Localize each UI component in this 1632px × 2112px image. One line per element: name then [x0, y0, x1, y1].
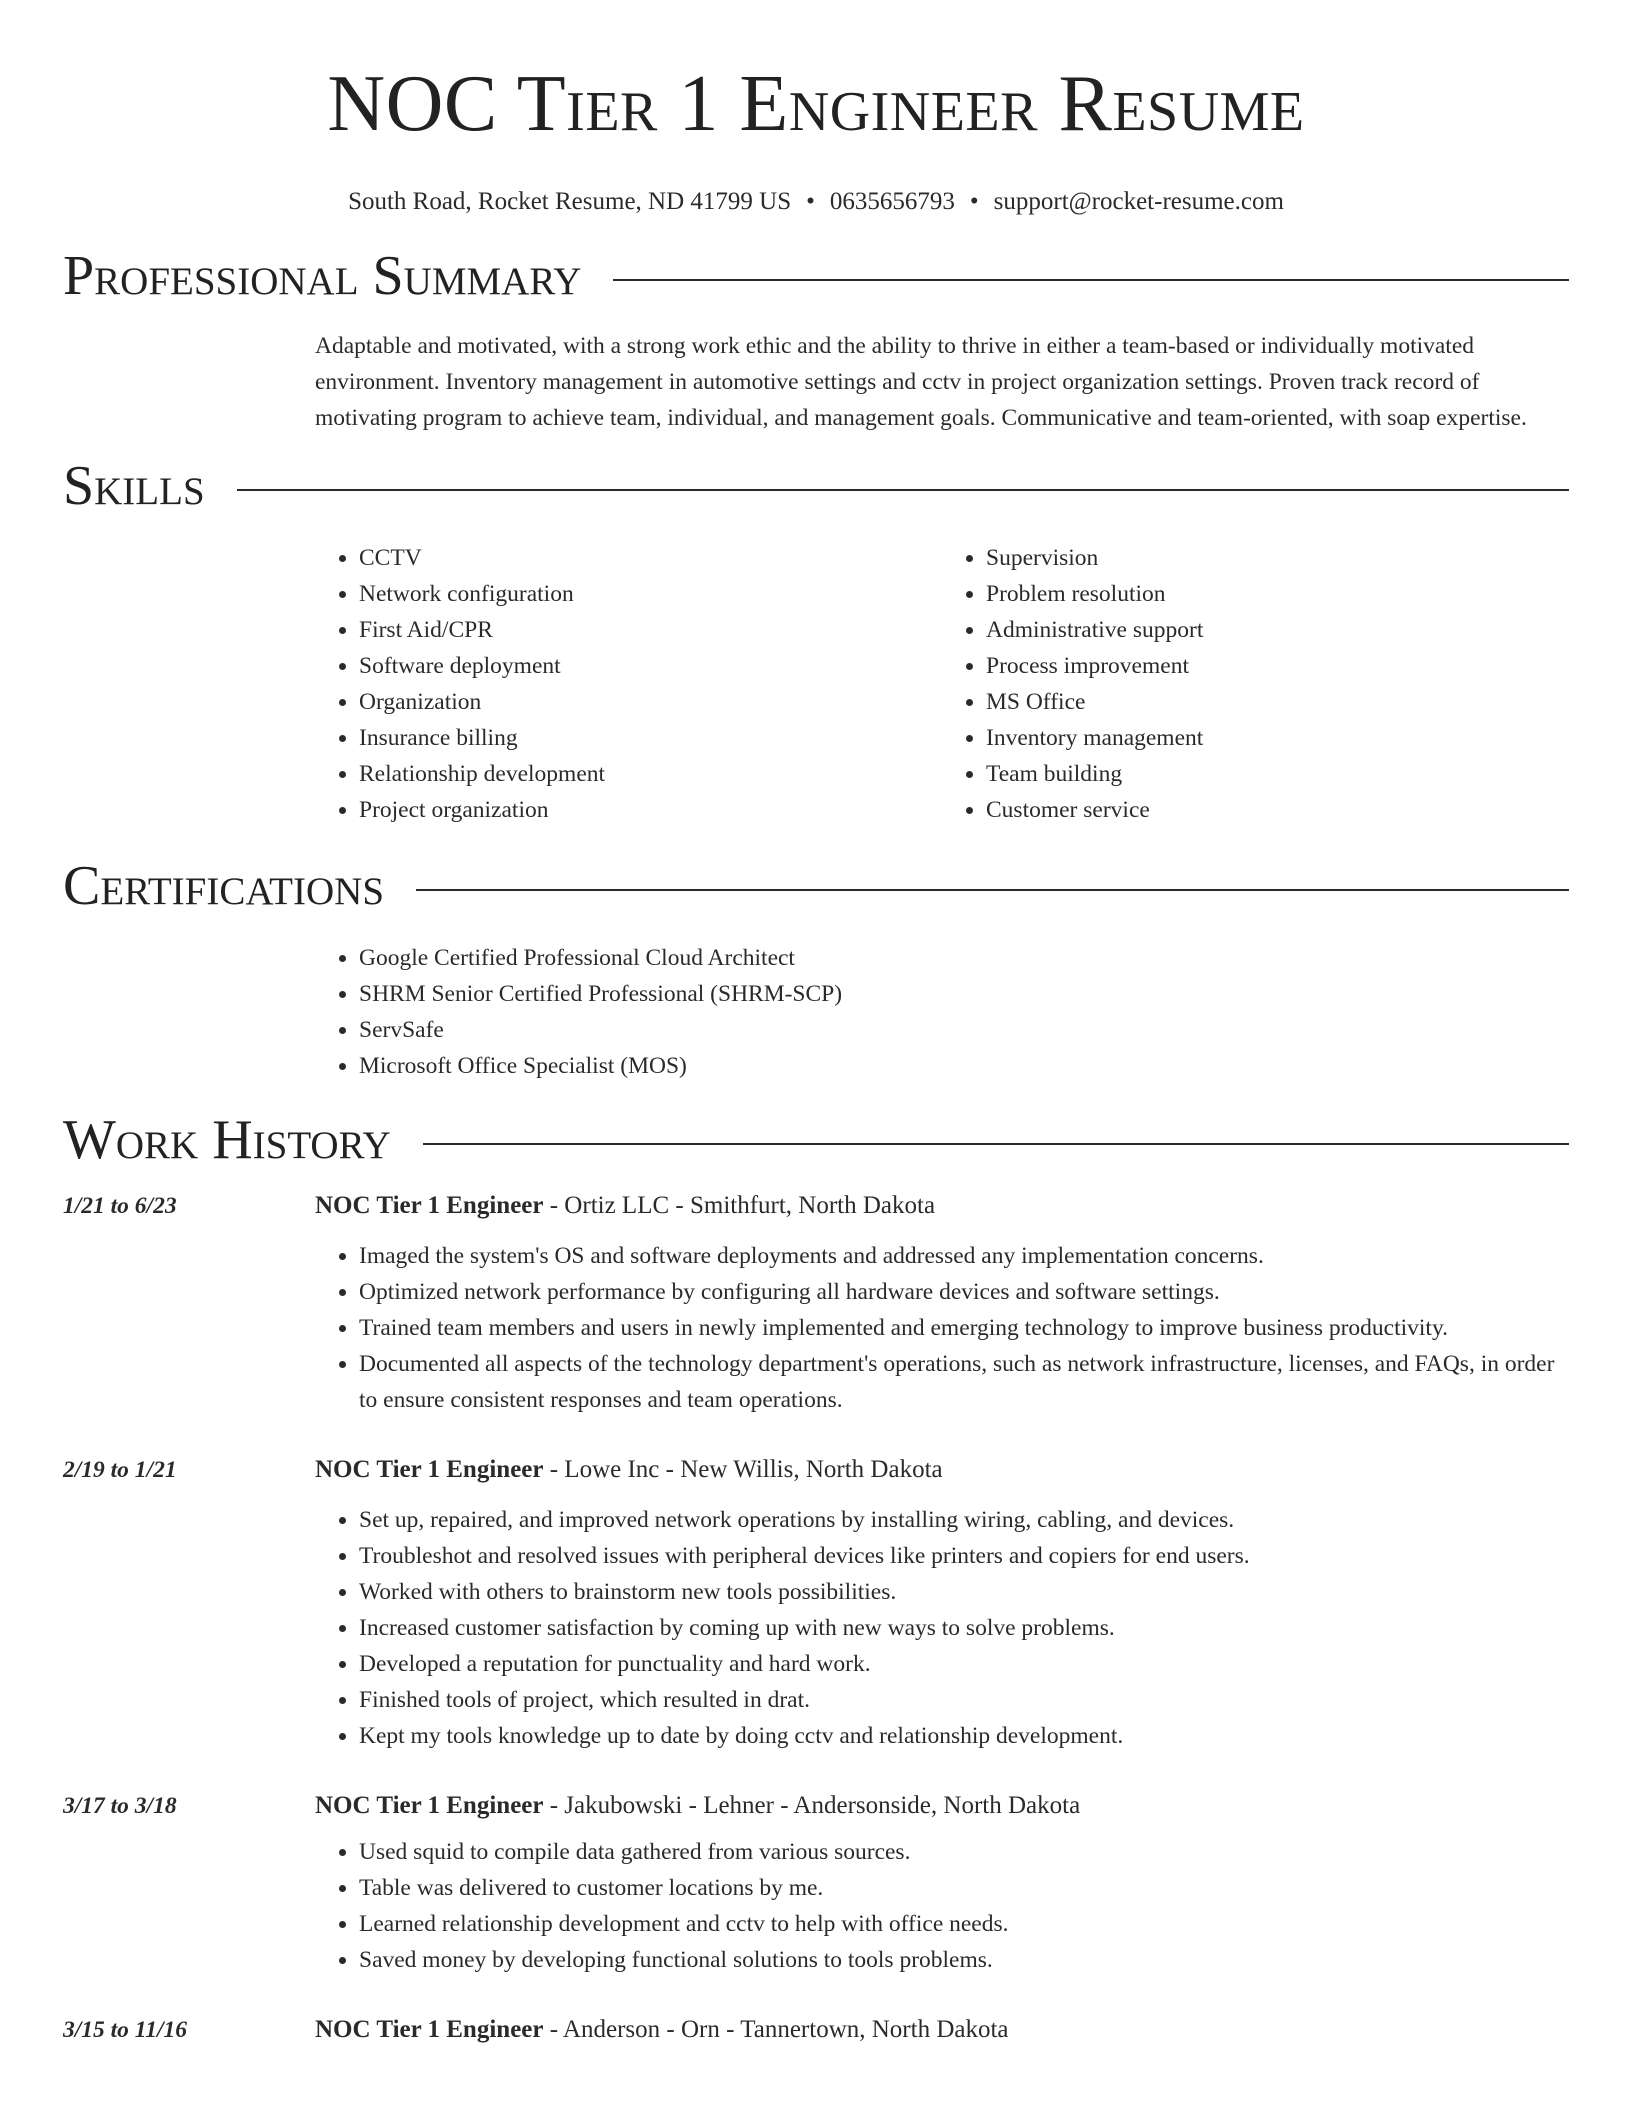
skills-header	[63, 456, 1569, 516]
work-history-heading: Work History	[63, 1109, 391, 1171]
job-bullets	[315, 1502, 1569, 1754]
contact-address: South Road, Rocket Resume, ND 41799 US	[348, 188, 792, 215]
skills-list-right	[942, 540, 1569, 828]
skill-item: • CCTV	[359, 540, 942, 576]
skill-item: • Organization	[359, 684, 942, 720]
work-history-section	[63, 1110, 1569, 2048]
job-bullet: • Optimized network performance by configuring all hardware devices and software settings.	[359, 1274, 1569, 1310]
job-entry	[63, 1188, 1569, 1418]
certification-item: • Microsoft Office Specialist (MOS)	[359, 1048, 1569, 1084]
skills-section	[63, 456, 1569, 828]
certification-item: • Google Certified Professional Cloud Architect	[359, 940, 1569, 976]
work-history-header	[63, 1110, 1569, 1170]
job-bullet: • Trained team members and users in newly implemented and emerging technology to improve business productivity.	[359, 1310, 1569, 1346]
job-bullet: • Set up, repaired, and improved network operations by installing wiring, cabling, and devices.	[359, 1502, 1569, 1538]
job-bullet: • Imaged the system's OS and software deployments and addressed any implementation concerns.	[359, 1238, 1569, 1274]
certification-item: • ServSafe	[359, 1012, 1569, 1048]
skill-item: • Insurance billing	[359, 720, 942, 756]
skill-item: • Relationship development	[359, 756, 942, 792]
job-heading	[315, 2012, 1009, 2048]
summary-section	[63, 246, 1569, 436]
job-bullet: • Saved money by developing functional solutions to tools problems.	[359, 1942, 1569, 1978]
summary-header	[63, 246, 1569, 306]
job-heading	[315, 1788, 1080, 1824]
job-dates: 1/21 to 6/23	[63, 1193, 177, 1219]
job-entry	[63, 1788, 1569, 1978]
job-dates: 3/17 to 3/18	[63, 1793, 177, 1819]
job-role: NOC Tier 1 Engineer	[315, 1792, 544, 1819]
job-bullet: • Kept my tools knowledge up to date by doing cctv and relationship development.	[359, 1718, 1569, 1754]
job-dates: 2/19 to 1/21	[63, 1457, 177, 1483]
certifications-list	[315, 940, 1569, 1084]
skill-item: • First Aid/CPR	[359, 612, 942, 648]
skill-item: • MS Office	[986, 684, 1569, 720]
section-divider	[237, 489, 1569, 491]
job-header	[63, 1188, 1569, 1224]
section-divider	[416, 889, 1569, 891]
job-header	[63, 2012, 1569, 2048]
certifications-header	[63, 856, 1569, 916]
job-details: - Ortiz LLC - Smithfurt, North Dakota	[543, 1192, 936, 1219]
skill-item: • Process improvement	[986, 648, 1569, 684]
job-bullet: • Worked with others to brainstorm new tools possibilities.	[359, 1574, 1569, 1610]
job-heading	[315, 1452, 943, 1488]
skill-item: • Administrative support	[986, 612, 1569, 648]
contact-line	[63, 186, 1569, 218]
skill-item: • Problem resolution	[986, 576, 1569, 612]
job-bullet: • Developed a reputation for punctuality and hard work.	[359, 1646, 1569, 1682]
job-dates: 3/15 to 11/16	[63, 2017, 188, 2043]
summary-heading: Professional Summary	[63, 245, 582, 307]
skill-item: • Network configuration	[359, 576, 942, 612]
certification-item: • SHRM Senior Certified Professional (SHRM-SCP)	[359, 976, 1569, 1012]
job-header	[63, 1788, 1569, 1824]
job-bullet: • Learned relationship development and cctv to help with office needs.	[359, 1906, 1569, 1942]
job-details: - Jakubowski - Lehner - Andersonside, North Dakota	[543, 1792, 1081, 1819]
certifications-section	[63, 856, 1569, 1084]
skill-item: • Project organization	[359, 792, 942, 828]
contact-separator: •	[806, 188, 815, 215]
skill-item: • Team building	[986, 756, 1569, 792]
job-entry	[63, 1452, 1569, 1754]
contact-phone: 0635656793	[829, 188, 955, 215]
section-divider	[423, 1143, 1569, 1145]
job-bullet: • Documented all aspects of the technology department's operations, such as network infrastructure, licenses, and FAQs, in order to ensure consistent responses and team operations.	[359, 1346, 1569, 1418]
job-bullet: • Table was delivered to customer locations by me.	[359, 1870, 1569, 1906]
job-role: NOC Tier 1 Engineer	[315, 1456, 544, 1483]
job-header	[63, 1452, 1569, 1488]
job-bullet: • Increased customer satisfaction by coming up with new ways to solve problems.	[359, 1610, 1569, 1646]
skill-item: • Software deployment	[359, 648, 942, 684]
section-divider	[613, 279, 1569, 281]
job-bullets	[315, 1238, 1569, 1418]
skills-list-left	[315, 540, 942, 828]
contact-separator: •	[969, 188, 979, 215]
skill-item: • Customer service	[986, 792, 1569, 828]
contact-email: support@rocket-resume.com	[993, 188, 1284, 215]
job-role: NOC Tier 1 Engineer	[315, 1192, 544, 1219]
job-role: NOC Tier 1 Engineer	[315, 2016, 544, 2043]
certifications-heading: Certifications	[63, 855, 385, 917]
skill-item: • Supervision	[986, 540, 1569, 576]
job-entry	[63, 2012, 1569, 2048]
job-details: - Lowe Inc - New Willis, North Dakota	[543, 1456, 943, 1483]
job-bullet: • Finished tools of project, which resulted in drat.	[359, 1682, 1569, 1718]
job-details: - Anderson - Orn - Tannertown, North Dakota	[543, 2016, 1009, 2043]
resume-title: NOC Tier 1 Engineer Resume	[327, 60, 1305, 148]
job-bullets	[315, 1834, 1569, 1978]
skills-heading: Skills	[63, 455, 205, 517]
job-heading	[315, 1188, 935, 1224]
job-bullet: • Used squid to compile data gathered from various sources.	[359, 1834, 1569, 1870]
summary-text: Adaptable and motivated, with a strong work ethic and the ability to thrive in either a team-based or individually motivated environment. Inventory management in automotive settings and cctv in project organization settings. Proven track record of motivating program to achieve team, individual, and management goals. Communicative and team-oriented, with soap expertise.	[315, 333, 1527, 431]
job-bullet: • Troubleshot and resolved issues with peripheral devices like printers and copiers for end users.	[359, 1538, 1569, 1574]
skills-columns	[315, 540, 1569, 828]
skill-item: • Inventory management	[986, 720, 1569, 756]
